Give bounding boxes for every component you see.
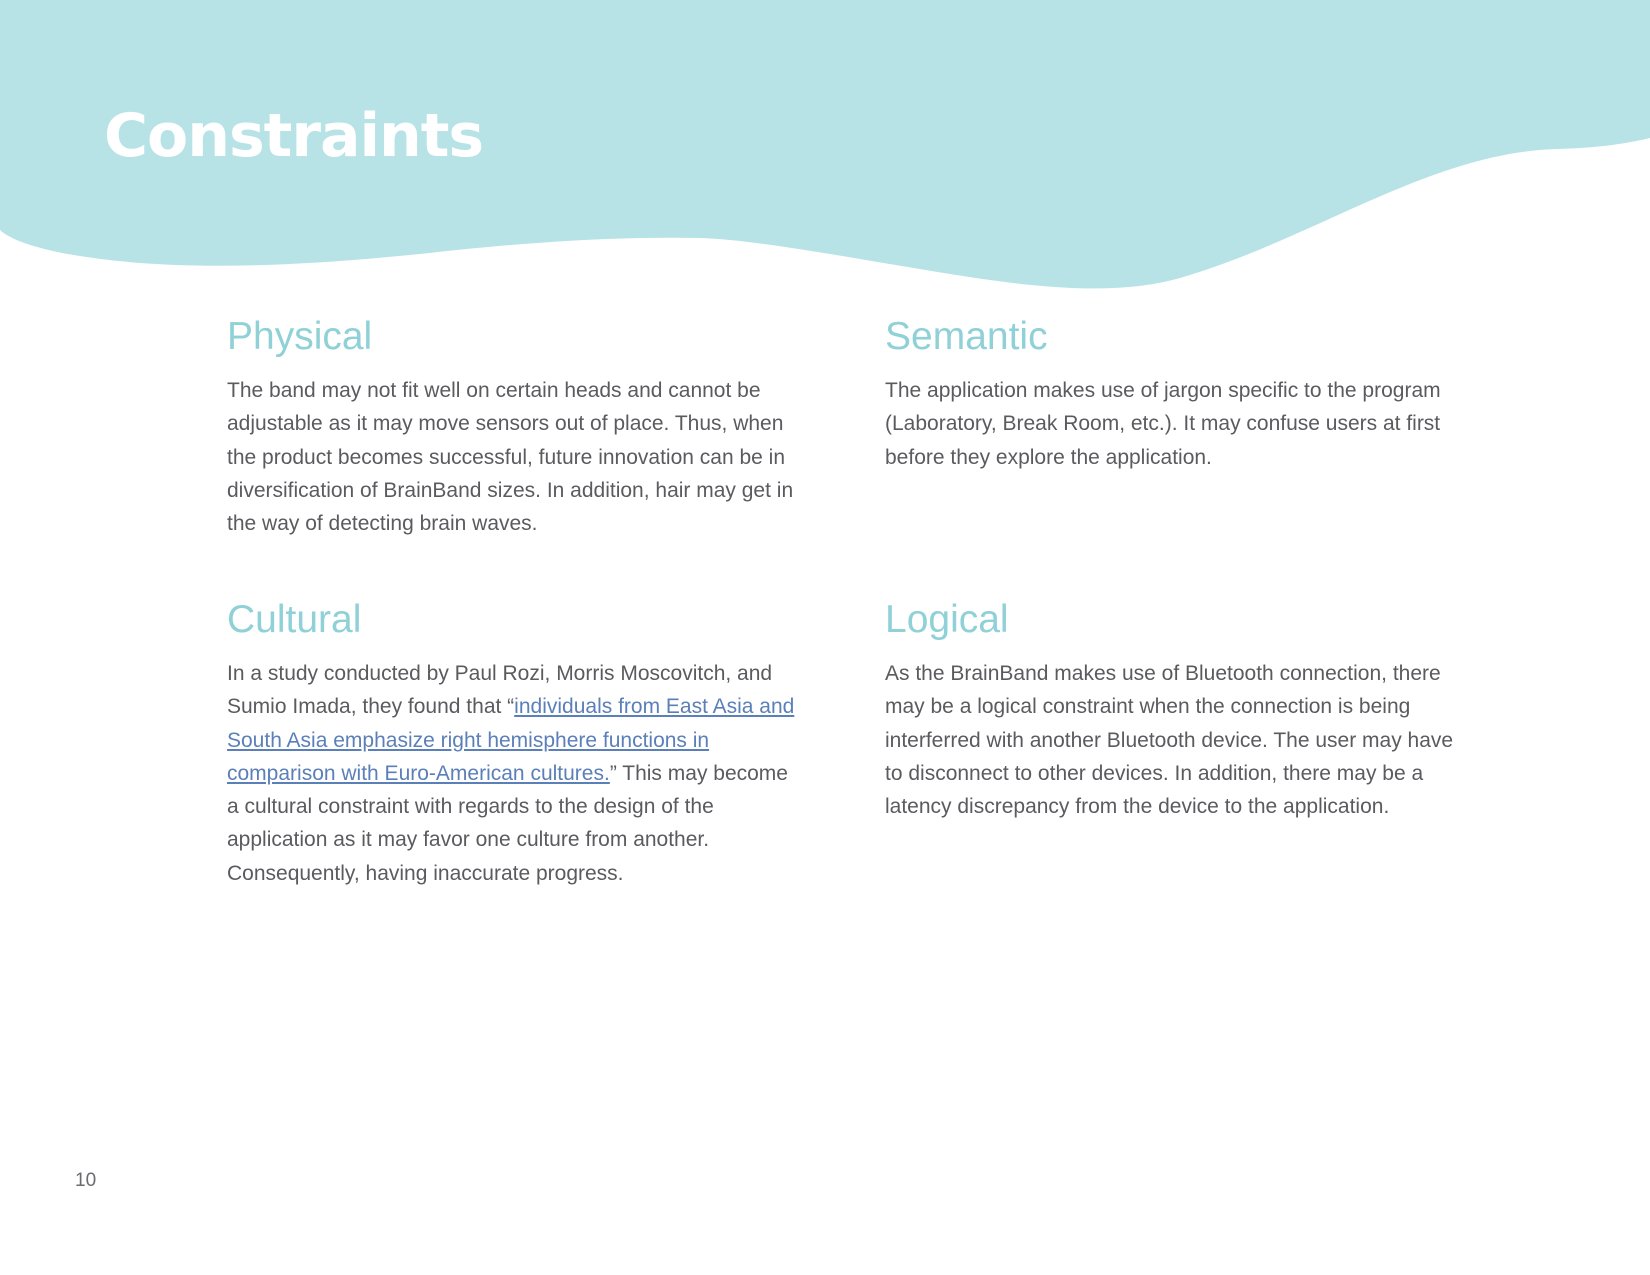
section-heading-physical: Physical [227, 315, 373, 358]
section-body-cultural [227, 657, 797, 890]
study-citation-link[interactable]: individuals from East Asia and South Asia emphasize right hemisphere functions in comparison with Euro-American cultures. [227, 695, 795, 785]
section-body-logical: As the BrainBand makes use of Bluetooth connection, there may be a logical constraint when the connection is being interferred with another Bluetooth device. The user may have to disconnect to other devices. In addition, there may be a latency discrepancy from the device to the application. [885, 662, 1454, 819]
page-title: Constraints [104, 101, 484, 171]
section-body-physical: The band may not fit well on certain heads and cannot be adjustable as it may move sensors out of place. Thus, when the product becomes successful, future innovation can be in diversification of BrainBand sizes. In addition, hair may get in the way of detecting brain waves. [227, 379, 794, 536]
section-logical [885, 597, 1455, 823]
section-semantic [885, 314, 1455, 474]
section-physical [227, 314, 797, 540]
cultural-text-before-link: In a study conducted by Paul Rozi, Morris Moscovitch, and Sumio Imada, they found that “ [227, 662, 773, 719]
section-cultural [227, 597, 797, 890]
page-number: 10 [75, 1170, 97, 1191]
section-body-semantic: The application makes use of jargon specific to the program (Laboratory, Break Room, etc.). It may confuse users at first before they explore the application. [885, 379, 1441, 469]
cultural-text-after-link: ” This may become a cultural constraint with regards to the design of the application as it may favor one culture from another. Consequently, having inaccurate progress. [227, 761, 788, 885]
section-heading-cultural: Cultural [227, 598, 362, 641]
section-heading-semantic: Semantic [885, 315, 1048, 358]
section-heading-logical: Logical [885, 598, 1009, 641]
